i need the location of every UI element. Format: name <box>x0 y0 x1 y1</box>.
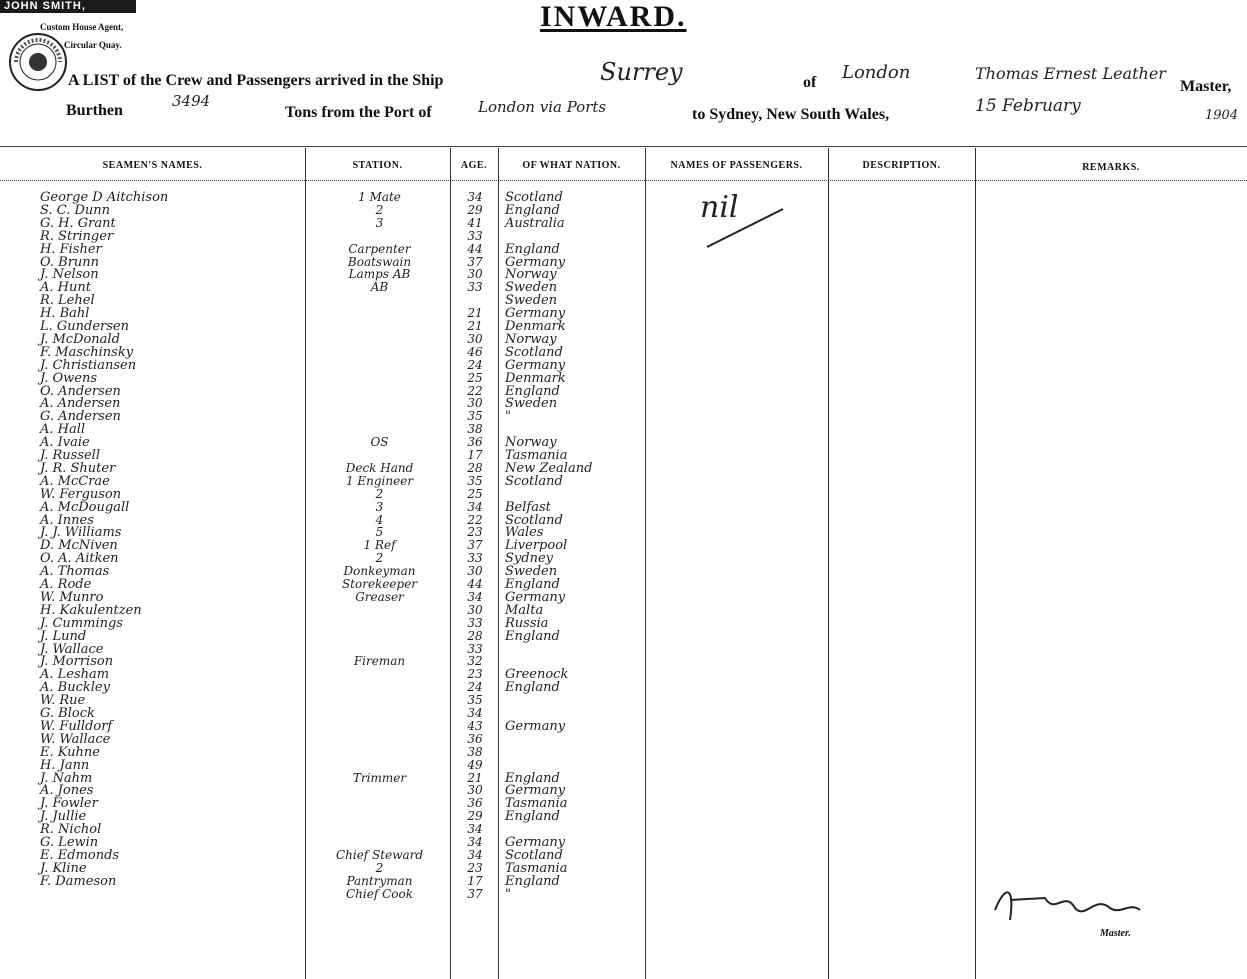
crew-name: R. Nichol <box>40 822 102 838</box>
burthen-value: 3494 <box>172 92 211 110</box>
crew-name: F. Maschinsky <box>40 344 134 360</box>
crew-age: 34 <box>467 499 483 514</box>
crew-name: H. Jann <box>40 757 90 773</box>
crew-name: R. Stringer <box>40 228 114 244</box>
agent-address: Circular Quay. <box>64 40 122 50</box>
crew-name: D. McNiven <box>40 538 118 554</box>
table-row <box>0 822 1247 838</box>
table-row <box>0 680 1247 696</box>
crew-name: A. McCrae <box>40 473 110 489</box>
crew-name: A. Rode <box>40 577 92 592</box>
crew-nation: England <box>505 202 560 218</box>
table-row <box>0 396 1247 412</box>
crew-age: 25 <box>467 486 483 501</box>
crew-age: 30 <box>467 396 483 411</box>
crew-age: 17 <box>467 448 483 462</box>
crew-station: Chief Steward <box>335 847 424 862</box>
column-header-station: STATION. <box>352 160 403 171</box>
crew-nation: Russia <box>505 615 549 631</box>
master-signature-label: Master. <box>1100 928 1131 939</box>
crew-age: 21 <box>467 770 483 785</box>
arrival-year: 1904 <box>1205 108 1239 123</box>
crew-station: 2 <box>375 486 384 501</box>
crew-name: O. A. Aitken <box>40 551 119 567</box>
table-row <box>0 616 1247 629</box>
table-row <box>0 564 1247 580</box>
table-row <box>0 345 1247 358</box>
crew-age: 30 <box>467 331 483 346</box>
crew-name: A. Thomas <box>40 564 110 580</box>
crew-name: O. Andersen <box>40 383 121 399</box>
crew-age: 36 <box>467 796 483 811</box>
crew-nation: Denmark <box>505 319 566 334</box>
crew-age: 35 <box>467 473 483 488</box>
crew-nation: Scotland <box>505 344 563 360</box>
table-row <box>0 745 1247 758</box>
crew-nation: Liverpool <box>505 538 568 554</box>
crew-name: J. Owens <box>40 370 97 386</box>
crew-age: 38 <box>467 422 483 437</box>
crew-nation: Tasmania <box>505 796 568 812</box>
crew-age: 38 <box>467 744 483 759</box>
crew-nation: England <box>505 809 560 825</box>
crew-nation: Germany <box>505 357 566 373</box>
master-name: Thomas Ernest Leather <box>975 64 1166 83</box>
table-row <box>0 654 1247 670</box>
crew-age: 22 <box>467 512 483 527</box>
crew-name: J. Jullie <box>40 809 87 825</box>
crew-nation: Germany <box>505 306 566 322</box>
crew-age: 34 <box>467 847 483 862</box>
table-row <box>0 706 1247 719</box>
table-row <box>0 422 1247 438</box>
crew-nation: Sweden <box>505 564 558 580</box>
crew-name: G. Lewin <box>40 835 99 850</box>
crew-age: 21 <box>467 306 483 321</box>
column-header-passengers: NAMES OF PASSENGERS. <box>670 160 803 171</box>
crew-age: 33 <box>467 615 483 630</box>
table-row <box>0 835 1247 848</box>
master-label: Master, <box>1180 78 1232 95</box>
crew-age: 41 <box>467 215 483 230</box>
ship-name: Surrey <box>600 58 683 86</box>
crew-nation: Sydney <box>505 551 553 567</box>
tons-from-port-label: Tons from the Port of <box>285 104 432 121</box>
crew-nation: " <box>505 409 511 425</box>
crew-station: 1 Ref <box>363 538 396 553</box>
crew-station: 2 <box>375 551 384 566</box>
crew-age: 34 <box>467 835 483 849</box>
column-header-seamens-names: SEAMEN'S NAMES. <box>102 160 203 171</box>
crew-nation: Sweden <box>505 293 558 309</box>
table-row <box>0 809 1247 825</box>
crew-name: O. Brunn <box>40 254 100 270</box>
crew-nation: Scotland <box>505 473 563 489</box>
crew-name: G. Block <box>40 706 95 721</box>
crew-age: 23 <box>467 525 483 540</box>
crew-name: H. Fisher <box>40 241 102 257</box>
arrival-date: 15 February <box>975 96 1081 116</box>
crew-nation: England <box>505 770 560 786</box>
table-row <box>0 306 1247 322</box>
crew-name: J. McDonald <box>40 331 120 347</box>
crew-name: J. Nahm <box>40 770 93 786</box>
table-row <box>0 319 1247 332</box>
crew-name: A. Ivaie <box>40 435 90 451</box>
crew-age: 22 <box>467 383 483 398</box>
table-row <box>0 358 1247 371</box>
header-rule <box>0 180 1247 181</box>
crew-name: J. Cummings <box>40 615 123 631</box>
crew-age: 24 <box>467 357 483 372</box>
table-row <box>0 448 1247 461</box>
crew-station: Fireman <box>353 654 406 669</box>
crew-station: Boatswain <box>347 254 412 269</box>
column-header-remarks: REMARKS. <box>1082 162 1140 173</box>
crew-nation: Denmark <box>505 370 566 386</box>
of-label: of <box>803 74 817 91</box>
crew-age: 25 <box>467 370 483 385</box>
table-row <box>0 513 1247 526</box>
crew-station: 2 <box>375 860 384 875</box>
table-row <box>0 255 1247 268</box>
table-row <box>0 590 1247 603</box>
crew-name: J. Morrison <box>40 654 114 670</box>
crew-age: 24 <box>467 680 483 695</box>
table-row <box>0 642 1247 655</box>
crew-name: A. Hall <box>40 422 86 438</box>
crew-nation: Sweden <box>505 396 558 412</box>
crew-age: 33 <box>467 280 483 295</box>
table-row <box>0 435 1247 451</box>
crew-name: R. Lehel <box>40 293 95 309</box>
table-row <box>0 771 1247 784</box>
table-row <box>0 693 1247 709</box>
table-row <box>0 732 1247 745</box>
crew-station: 3 <box>375 499 384 514</box>
table-row <box>0 229 1247 242</box>
crew-age: 21 <box>467 319 483 333</box>
crew-nation: England <box>505 628 560 644</box>
list-heading: A LIST of the Crew and Passengers arrived in the Ship <box>68 72 444 89</box>
crew-age: 37 <box>467 254 483 269</box>
crew-age: 33 <box>467 228 483 243</box>
crew-nation: England <box>505 873 560 889</box>
crew-age: 37 <box>467 538 483 553</box>
crew-name: J. Russell <box>40 448 100 463</box>
crew-nation: Wales <box>505 525 544 541</box>
crew-name: A. McDougall <box>40 499 130 515</box>
crew-name: H. Bahl <box>40 306 90 322</box>
crew-name: W. Munro <box>40 589 104 605</box>
table-row <box>0 242 1247 255</box>
crew-station: 2 <box>375 202 384 217</box>
crew-age: 33 <box>467 641 483 656</box>
crew-name: W. Rue <box>40 693 86 709</box>
crew-name: J. Wallace <box>40 641 104 657</box>
crew-nation: Sweden <box>505 280 558 296</box>
crew-name: A. Andersen <box>40 396 121 412</box>
crew-name: J. Nelson <box>40 267 99 283</box>
table-row <box>0 267 1247 283</box>
crew-age: 33 <box>467 551 483 566</box>
crew-age: 35 <box>467 693 483 708</box>
crew-age: 34 <box>467 822 483 837</box>
crew-station: Chief Cook <box>345 886 413 901</box>
crew-nation: Tasmania <box>505 860 568 876</box>
crew-age: 30 <box>467 564 483 579</box>
table-row <box>0 203 1247 216</box>
table-row <box>0 293 1247 309</box>
table-row <box>0 551 1247 567</box>
crew-nation: Scotland <box>505 190 563 205</box>
crew-age: 23 <box>467 860 483 875</box>
crew-name: A. Hunt <box>40 280 91 296</box>
crew-age: 34 <box>467 706 483 720</box>
crew-nation: " <box>505 886 511 902</box>
crew-age: 34 <box>467 190 483 204</box>
table-row <box>0 796 1247 812</box>
crew-name: H. Kakulentzen <box>40 602 142 618</box>
crew-nation: Greenock <box>505 667 569 683</box>
destination-label: to Sydney, New South Wales, <box>692 106 890 123</box>
agent-name: JOHN SMITH, <box>0 0 136 13</box>
document-title: INWARD. <box>540 0 687 33</box>
agent-title: Custom House Agent, <box>40 22 124 32</box>
table-row <box>0 332 1247 345</box>
crew-nation: Tasmania <box>505 448 568 463</box>
crew-age: 17 <box>467 873 483 888</box>
shipping-stamp-icon <box>8 32 68 92</box>
table-row <box>0 861 1247 874</box>
crew-age: 36 <box>467 731 483 746</box>
crew-age: 29 <box>467 202 483 217</box>
crew-nation: Malta <box>505 602 544 618</box>
crew-name: S. C. Dunn <box>40 202 110 218</box>
crew-age: 30 <box>467 783 483 798</box>
column-header-nation: OF WHAT NATION. <box>522 160 621 171</box>
table-row <box>0 667 1247 683</box>
crew-age: 28 <box>467 628 483 643</box>
crew-age: 34 <box>467 589 483 604</box>
crew-age: 35 <box>467 409 483 424</box>
crew-name: J. Kline <box>40 860 87 876</box>
table-row <box>0 371 1247 384</box>
crew-station: Pantryman <box>346 873 413 888</box>
crew-name: A. Lesham <box>40 667 110 683</box>
table-row <box>0 538 1247 554</box>
passengers-nil: nil <box>700 190 739 225</box>
crew-station: Carpenter <box>348 241 411 256</box>
crew-nation: Germany <box>505 589 566 605</box>
crew-name: G. Andersen <box>40 409 121 425</box>
crew-name: J. Christiansen <box>40 357 137 373</box>
crew-nation: Germany <box>505 783 566 799</box>
crew-station: 1 Engineer <box>345 473 414 488</box>
crew-age: 28 <box>467 460 483 475</box>
crew-station: Donkeyman <box>343 564 416 579</box>
crew-name: F. Dameson <box>40 873 117 889</box>
crew-age: 36 <box>467 435 483 450</box>
table-top-rule <box>0 146 1247 147</box>
crew-station: 3 <box>375 215 384 230</box>
crew-station: Deck Hand <box>345 460 414 475</box>
table-row <box>0 603 1247 616</box>
table-row <box>0 384 1247 397</box>
table-row <box>0 500 1247 513</box>
crew-age: 30 <box>467 602 483 617</box>
crew-name: J. Lund <box>40 628 87 644</box>
table-row <box>0 280 1247 296</box>
crew-age: 44 <box>467 577 483 591</box>
port-from: London via Ports <box>478 98 607 116</box>
crew-nation: Norway <box>505 435 557 451</box>
crew-station: 5 <box>375 525 384 540</box>
crew-nation: England <box>505 680 560 696</box>
crew-name: W. Fulldorf <box>40 718 113 734</box>
crew-nation: Scotland <box>505 847 563 863</box>
crew-nation: Norway <box>505 267 557 283</box>
crew-name: J. R. Shuter <box>40 460 116 476</box>
crew-nation: Germany <box>505 718 566 734</box>
crew-nation: New Zealand <box>505 460 593 476</box>
crew-nation: Scotland <box>505 512 563 528</box>
port-of-registry: London <box>842 62 911 83</box>
table-row <box>0 525 1247 541</box>
table-row <box>0 216 1247 229</box>
crew-age: 29 <box>467 809 483 824</box>
table-row <box>0 719 1247 732</box>
crew-age: 44 <box>467 241 483 256</box>
crew-name: L. Gundersen <box>40 319 129 334</box>
crew-name: George D Aitchison <box>40 190 169 205</box>
crew-nation: Norway <box>505 331 557 347</box>
burthen-label: Burthen <box>66 102 123 119</box>
crew-age: 49 <box>467 757 483 772</box>
crew-station: Greaser <box>355 589 404 604</box>
crew-nation: England <box>505 577 560 592</box>
table-row <box>0 577 1247 590</box>
crew-name: A. Innes <box>40 512 94 528</box>
crew-station: OS <box>370 435 389 450</box>
crew-name: E. Kuhne <box>40 744 100 760</box>
crew-station: Trimmer <box>352 770 407 785</box>
crew-name: A. Jones <box>40 783 94 799</box>
crew-age: 43 <box>467 718 483 733</box>
crew-name: W. Wallace <box>40 731 111 747</box>
crew-station: Lamps AB <box>348 267 411 282</box>
crew-nation: Germany <box>505 835 566 850</box>
crew-age: 23 <box>467 667 483 682</box>
crew-station: Storekeeper <box>341 577 418 591</box>
crew-nation: England <box>505 383 560 399</box>
table-row <box>0 461 1247 474</box>
crew-name: J. Fowler <box>40 796 98 812</box>
column-header-age: AGE. <box>460 160 488 171</box>
crew-age: 37 <box>467 886 483 901</box>
column-header-description: DESCRIPTION. <box>862 160 941 171</box>
crew-nation: Germany <box>505 254 566 270</box>
crew-station: 4 <box>375 512 384 527</box>
table-row <box>0 474 1247 487</box>
crew-age: 32 <box>467 654 483 669</box>
crew-name: W. Ferguson <box>40 486 122 502</box>
table-row <box>0 758 1247 771</box>
table-row <box>0 629 1247 642</box>
table-row <box>0 848 1247 861</box>
crew-nation: Australia <box>505 215 565 231</box>
crew-name: G. H. Grant <box>40 215 116 231</box>
crew-station: AB <box>370 280 389 295</box>
crew-station: 1 Mate <box>358 190 401 204</box>
crew-name: J. J. Williams <box>40 525 122 541</box>
crew-nation: Belfast <box>505 499 551 515</box>
table-row <box>0 409 1247 425</box>
crew-age: 30 <box>467 267 483 282</box>
crew-name: E. Edmonds <box>40 847 120 863</box>
table-row <box>0 190 1247 203</box>
crew-nation: England <box>505 241 560 257</box>
crew-age: 46 <box>467 344 483 359</box>
crew-name: A. Buckley <box>40 680 110 696</box>
table-row <box>0 783 1247 799</box>
table-row <box>0 487 1247 500</box>
